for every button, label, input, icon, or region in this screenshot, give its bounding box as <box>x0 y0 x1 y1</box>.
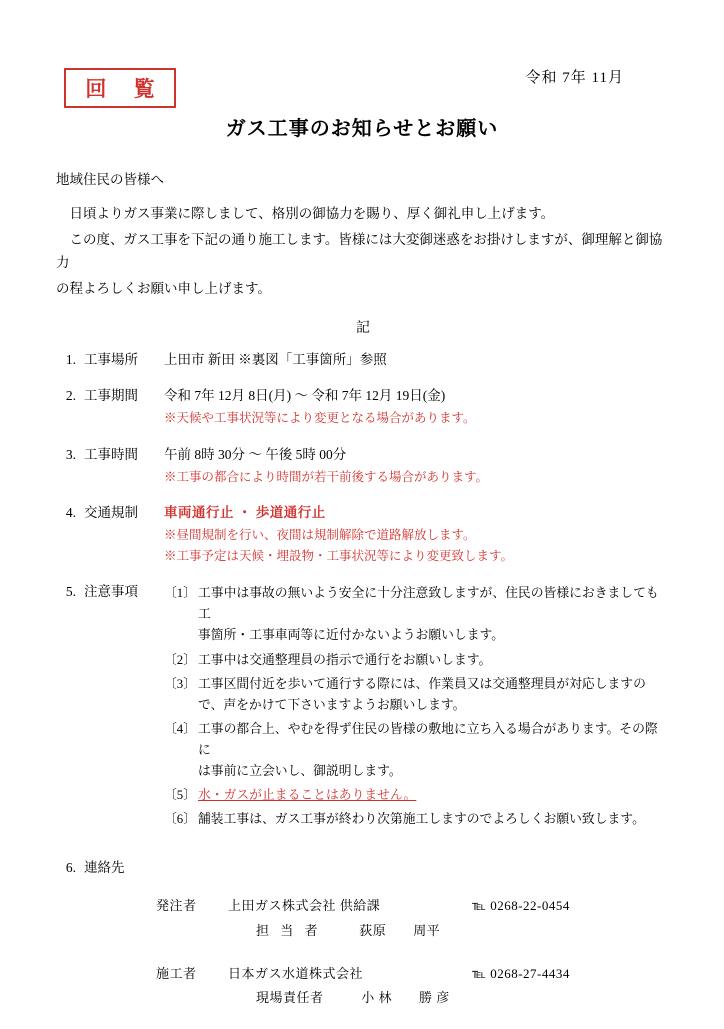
item-label: 注意事項 <box>84 584 138 600</box>
item-label: 工事時間 <box>84 446 138 462</box>
circulation-stamp <box>64 68 176 108</box>
list-item <box>56 502 670 567</box>
contact-phone: 0268-27-4434 <box>490 965 570 981</box>
item-label: 連絡先 <box>84 860 125 876</box>
list-item <box>56 385 670 429</box>
contact-group-orderer <box>156 894 670 943</box>
contact-person: 小 林 勝 彦 <box>361 990 450 1006</box>
intro-paragraph-3: の程よろしくお願い申し上げます。 <box>56 280 271 296</box>
circulation-stamp-label: 回 覧 <box>85 76 165 101</box>
intro-paragraph-1: 日頃よりガス事業に際しまして、格別の御協力を賜り、厚く御礼申し上げます。 <box>69 206 555 221</box>
list-item <box>164 719 670 782</box>
contact-phone: 0268-22-0454 <box>490 898 570 914</box>
contact-subrole: 担 当 者 <box>256 923 322 939</box>
sub-item-number: 〔3〕 <box>164 676 196 691</box>
list-item <box>56 857 670 880</box>
sub-item-number: 〔2〕 <box>164 652 196 667</box>
sub-item-text-2: で、声をかけて下さいますようお願いします。 <box>198 697 466 712</box>
sub-item-text-highlighted: 水・ガスが止まることはありません。 <box>198 788 417 803</box>
traffic-restriction-value: 車両通行止 ・ 歩道通行止 <box>164 504 326 520</box>
list-item <box>164 674 670 716</box>
item-label: 交通規制 <box>84 504 138 520</box>
sub-item-text: 工事中は事故の無いよう安全に十分注意致しますが、住民の皆様におきましても工 <box>198 586 659 622</box>
item-value: 令和 7年 12月 8日(月) ～ 令和 7年 12月 19日(金) <box>164 388 446 404</box>
telephone-icon: ℡ <box>472 898 487 914</box>
addressee-line: 地域住民の皆様へ <box>56 172 164 187</box>
precautions-list <box>164 583 670 830</box>
sub-item-number: 〔1〕 <box>164 586 196 601</box>
contact-group-contractor <box>156 962 670 1011</box>
ki-marker: 記 <box>356 320 370 336</box>
document-body <box>56 168 670 1029</box>
item-number: 6. <box>65 860 76 876</box>
item-number: 4. <box>65 504 76 520</box>
item-label: 工事期間 <box>84 388 138 404</box>
list-item <box>164 583 670 646</box>
item-note: ※工事の都合により時間が若干前後する場合があります。 <box>164 469 489 484</box>
sub-item-text: 工事区間付近を歩いて通行する際には、作業員又は交通整理員が対応しますの <box>198 676 646 691</box>
item-value: 上田市 新田 ※裏図「工事箇所」参照 <box>164 351 387 367</box>
telephone-icon: ℡ <box>472 965 487 981</box>
list-item <box>56 349 670 372</box>
intro-paragraph-2: この度、ガス工事を下記の通り施工します。皆様には大変御迷惑をお掛けしますが、御理解と御協力 <box>56 231 663 271</box>
list-item <box>56 444 670 488</box>
contact-subrole: 現場責任者 <box>256 990 324 1006</box>
list-item <box>164 809 670 830</box>
list-item <box>164 785 670 806</box>
item-number: 3. <box>65 446 76 462</box>
item-note: ※昼間規制を行い、夜間は規制解除で道路解放します。 <box>164 527 476 542</box>
item-number: 2. <box>65 388 76 404</box>
page-title: ガス工事のお知らせとお願い <box>225 118 499 140</box>
sub-item-number: 〔6〕 <box>164 812 196 827</box>
item-number: 5. <box>65 584 76 600</box>
item-value: 午前 8時 30分 ～ 午後 5時 00分 <box>164 446 347 462</box>
contact-person: 荻原 周平 <box>359 923 441 939</box>
item-label: 工事場所 <box>84 351 138 367</box>
contact-role: 施工者 <box>156 965 197 981</box>
list-item <box>164 650 670 671</box>
sub-item-text-2: は事前に立会いし、御説明します。 <box>198 764 402 779</box>
document-date: 令和 7年 11月 <box>525 70 624 86</box>
contact-role: 発注者 <box>156 898 197 914</box>
contact-block <box>156 894 670 1011</box>
item-note: ※天候や工事状況等により変更となる場合があります。 <box>164 411 476 426</box>
list-item <box>56 581 670 833</box>
sub-item-number: 〔5〕 <box>164 788 196 803</box>
sub-item-text: 工事の都合上、やむを得ず住民の皆様の敷地に立ち入る場合があります。その際に <box>198 721 658 758</box>
sub-item-text: 舗装工事は、ガス工事が終わり次第施工しますのでよろしくお願い致します。 <box>198 812 645 827</box>
contact-company: 日本ガス水道株式会社 <box>228 965 364 981</box>
sub-item-text: 工事中は交通整理員の指示で通行をお願いします。 <box>198 652 492 667</box>
item-number: 1. <box>65 351 76 367</box>
item-note-2: ※工事予定は天候・埋設物・工事状況等により変更致します。 <box>164 549 514 563</box>
sub-item-text-2: 事箇所・工事車両等に近付かないようお願いします。 <box>198 628 505 643</box>
sub-item-number: 〔4〕 <box>164 721 196 736</box>
contact-company: 上田ガス株式会社 供給課 <box>228 898 381 914</box>
